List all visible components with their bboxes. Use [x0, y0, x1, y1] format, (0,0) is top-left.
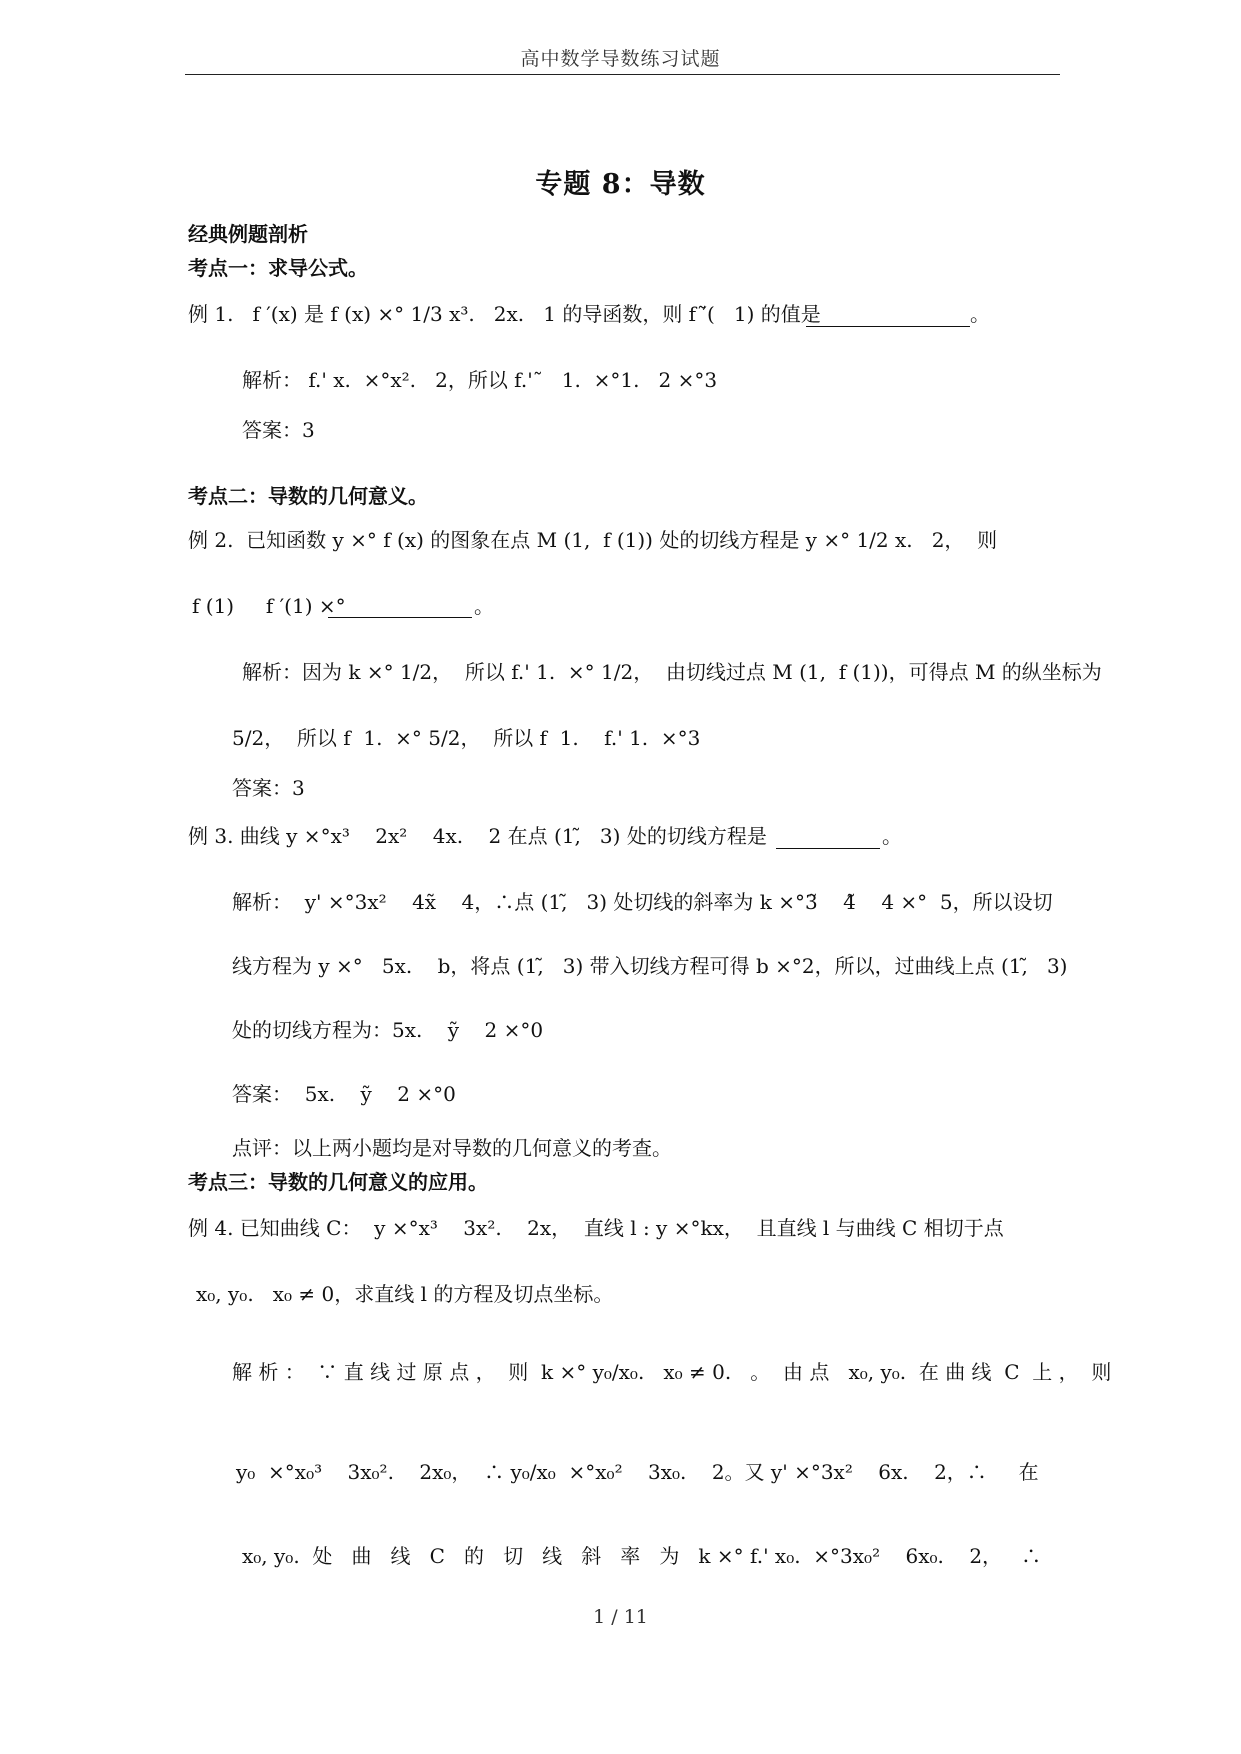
example-2-solution-2: 5/2， 所以 f 1. ×° 5/2， 所以 f 1. f.' 1. ×°3	[232, 726, 701, 750]
example-3-solution-1: 解析： y' ×°3x² 4x̃ 4，∴点 (1,̃ 3) 处切线的斜率为 k ×°3̃ 4̃ 4 ×° 5，所以设切	[232, 890, 1053, 914]
example-4-text: 例 4. 已知曲线 C： y ×°x³ 3x². 2x， 直线 l : y ×°kx， 且直线 l 与曲线 C 相切于点	[188, 1216, 1004, 1240]
example-3-end: 。	[882, 824, 902, 848]
example-4-text-cont: x₀, y₀. x₀ ≠ 0，求直线 l 的方程及切点坐标。	[196, 1282, 614, 1306]
example-1-text: 例 1. f ′(x) 是 f (x) ×° 1/3 x³. 2x. 1 的导函数，则 f ′̃( 1) 的值是	[188, 302, 821, 326]
section-heading: 经典例题剖析	[188, 222, 308, 246]
example-2-text-cont: f (1) f ′(1) ×°	[192, 594, 346, 618]
example-2-answer: 答案：3	[232, 776, 305, 800]
example-1-solution: 解析： f.' x. ×°x². 2，所以 f.'˜ 1. ×°1. 2 ×°3	[242, 368, 718, 392]
example-2-solution-1: 解析：因为 k ×° 1/2， 所以 f.' 1. ×° 1/2， 由切线过点 M (1, f (1))，可得点 M 的纵坐标为	[242, 660, 1102, 684]
example-2-text: 例 2. 已知函数 y ×° f (x) 的图象在点 M (1, f (1)) 处的切线方程是 y ×° 1/2 x. 2， 则	[188, 528, 998, 552]
page-header: 高中数学导数练习试题	[520, 48, 721, 70]
page-number: 1 / 11	[593, 1606, 648, 1628]
example-2-end: 。	[474, 594, 494, 618]
comment: 点评：以上两小题均是对导数的几何意义的考查。	[232, 1136, 672, 1160]
example-3-answer-blank	[776, 848, 880, 849]
topic-1-heading: 考点一：求导公式。	[188, 256, 368, 280]
example-1-answer-blank	[806, 326, 970, 327]
example-3-solution-3: 处的切线方程为：5x. ỹ 2 ×°0	[232, 1018, 544, 1042]
example-4-solution-3: x₀, y₀. 处 曲 线 C 的 切 线 斜 率 为 k ×° f.' x₀. ×°3x₀² 6x₀. 2， ∴	[242, 1544, 1042, 1568]
topic-2-heading: 考点二：导数的几何意义。	[188, 484, 428, 508]
example-1-end: 。	[970, 302, 990, 326]
example-1-answer: 答案：3	[242, 418, 315, 442]
example-3-text: 例 3. 曲线 y ×°x³ 2x² 4x. 2 在点 (1,̃ 3) 处的切线方程是	[188, 824, 767, 848]
example-4-solution-2: y₀ ×°x₀³ 3x₀². 2x₀， ∴ y₀/x₀ ×°x₀² 3x₀. 2。又 y' ×°3x² 6x. 2，∴ 在	[236, 1460, 1039, 1484]
header-divider	[185, 74, 1060, 75]
example-3-answer: 答案： 5x. ỹ 2 ×°0	[232, 1082, 456, 1106]
document-title: 专题 8：导数	[535, 169, 706, 200]
topic-3-heading: 考点三：导数的几何意义的应用。	[188, 1170, 488, 1194]
example-3-solution-2: 线方程为 y ×° 5x. b，将点 (1,̃ 3) 带入切线方程可得 b ×°2，所以，过曲线上点 (1,̃ 3)	[232, 954, 1068, 978]
example-2-answer-blank	[328, 617, 472, 618]
example-4-solution-1: 解 析 ： ∵ 直 线 过 原 点 ， 则 k ×° y₀/x₀. x₀ ≠ 0. 。 由 点 x₀, y₀. 在 曲 线 C 上 ， 则	[232, 1360, 1112, 1384]
